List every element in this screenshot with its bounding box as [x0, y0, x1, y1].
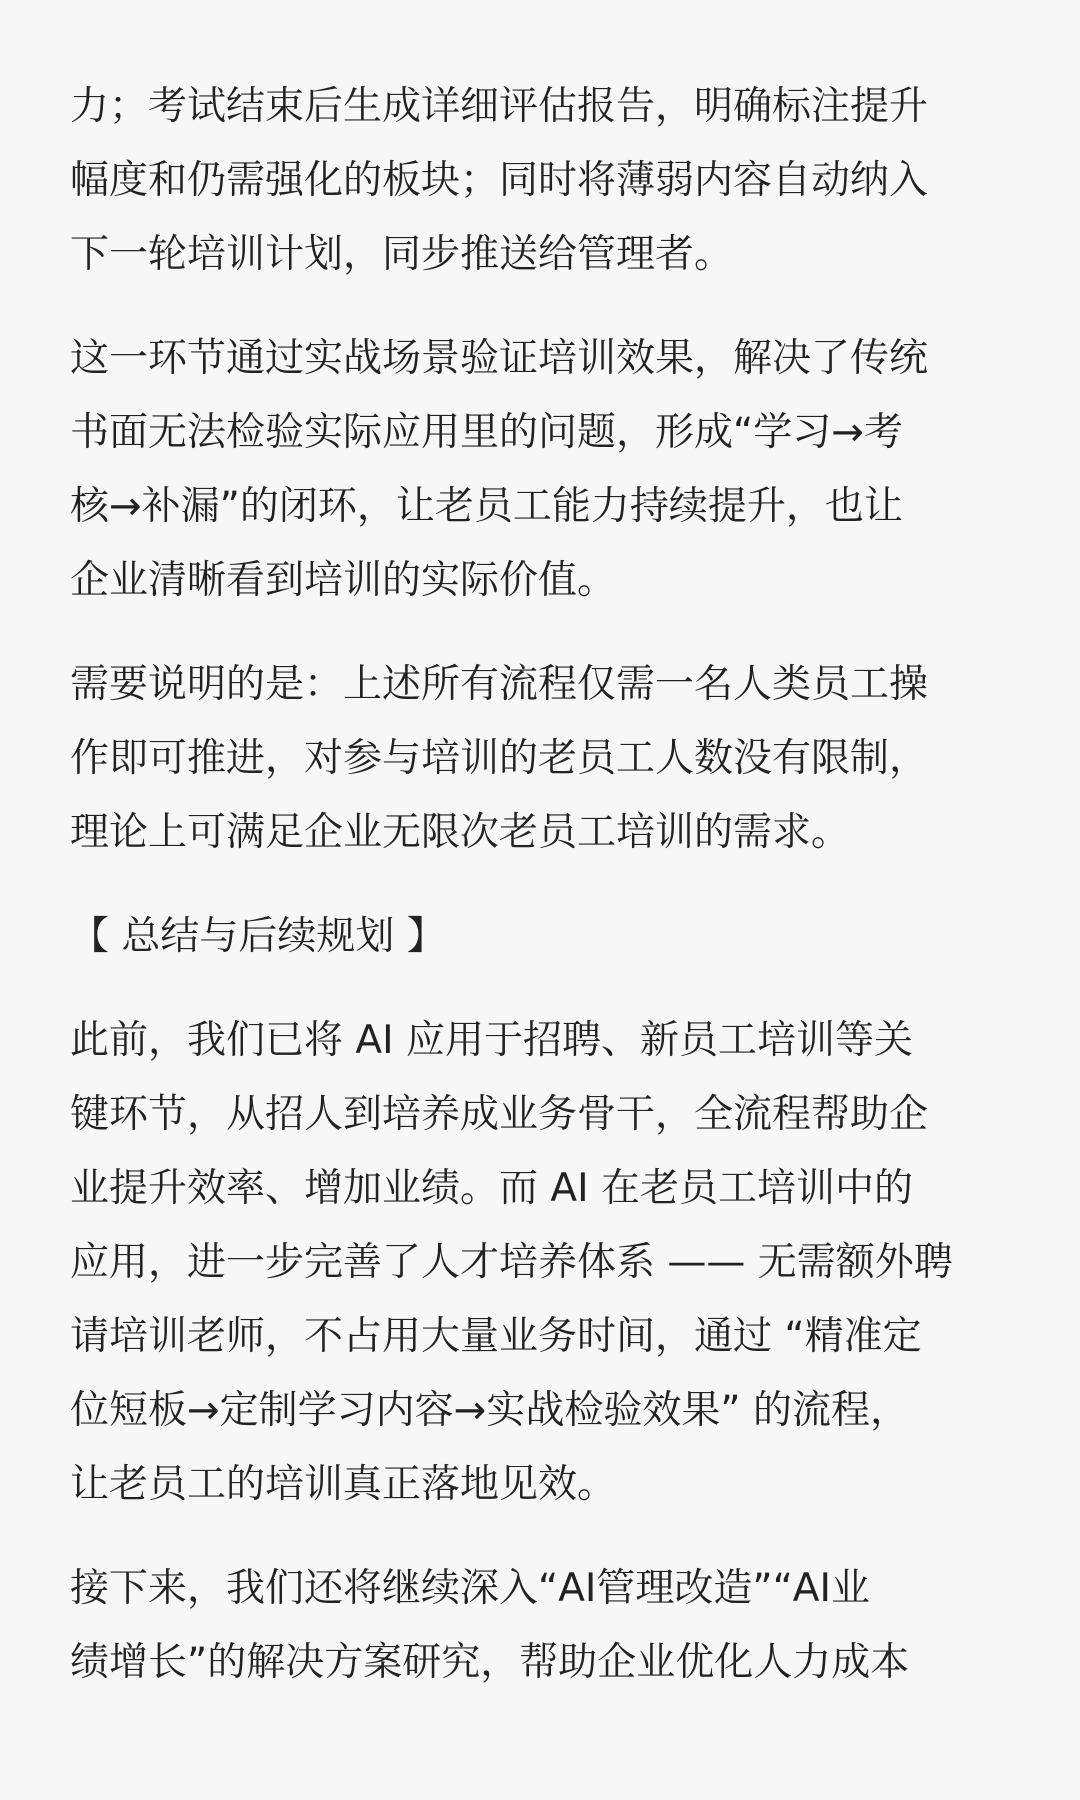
text-line: 请培训老师，不占用大量业务时间，通过 “精准定	[70, 1314, 922, 1359]
text-line: 下一轮培训计划，同步推送给管理者。	[70, 232, 734, 277]
text-line: 键环节，从招人到培养成业务骨干，全流程帮助企	[70, 1092, 929, 1137]
text-line: 让老员工的培训真正落地见效。	[70, 1462, 617, 1507]
section-heading-text: 【 总结与后续规划 】	[70, 914, 446, 959]
paragraph-assessment-report	[70, 70, 1010, 292]
paragraph-summary	[70, 1004, 1010, 1522]
text-line: 应用，进一步完善了人才培养体系 —— 无需额外聘	[70, 1240, 953, 1285]
text-line: 业提升效率、增加业绩。而 AI 在老员工培训中的	[70, 1166, 913, 1211]
text-line: 企业清晰看到培训的实际价值。	[70, 558, 617, 603]
paragraph-closed-loop	[70, 322, 1010, 618]
text-line: 位短板→定制学习内容→实战检验效果” 的流程，	[70, 1388, 909, 1433]
text-line: 需要说明的是：上述所有流程仅需一名人类员工操	[70, 662, 929, 707]
text-line: 核→补漏”的闭环，让老员工能力持续提升，也让	[70, 484, 903, 529]
text-line: 书面无法检验实际应用里的问题，形成“学习→考	[70, 410, 903, 455]
text-line: 绩增长”的解决方案研究，帮助企业优化人力成本	[70, 1640, 910, 1685]
text-line: 作即可推进，对参与培训的老员工人数没有限制，	[70, 736, 929, 781]
text-line: 力；考试结束后生成详细评估报告，明确标注提升	[70, 84, 929, 129]
paragraph-note	[70, 648, 1010, 870]
text-line: 理论上可满足企业无限次老员工培训的需求。	[70, 810, 851, 855]
text-line: 幅度和仍需强化的板块；同时将薄弱内容自动纳入	[70, 158, 929, 203]
text-line: 此前，我们已将 AI 应用于招聘、新员工培训等关	[70, 1018, 913, 1063]
text-line: 这一环节通过实战场景验证培训效果，解决了传统	[70, 336, 929, 381]
paragraph-next-steps	[70, 1552, 1010, 1700]
section-heading	[70, 900, 1010, 974]
text-line: 接下来，我们还将继续深入“AI管理改造”“AI业	[70, 1566, 870, 1611]
